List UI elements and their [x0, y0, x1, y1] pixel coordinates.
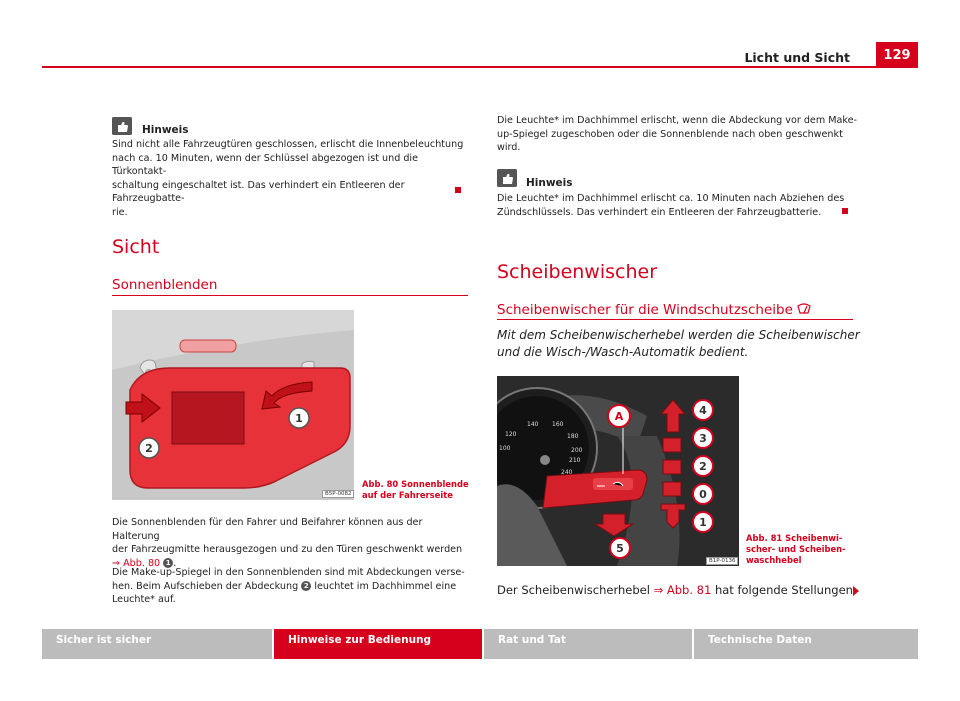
gauge-tick: 200 [571, 447, 583, 454]
paragraph-sun-visor: Die Sonnenblenden für den Fahrer und Beifahrer können aus der Halterung der Fahrzeugmitte herausgezogen und zu den Türen geschwenkt werden ⇒ Abb. 80 1 . [112, 517, 463, 569]
wiper-icon [797, 303, 811, 315]
position-label-3: 3 [699, 432, 707, 445]
page-number: 129 [876, 42, 918, 68]
callout-badge-1: 1 [163, 558, 173, 568]
subsection-title: Scheibenwischer für die Windschutzscheibe [497, 302, 811, 318]
figure-ref-link[interactable]: Abb. 81 [666, 583, 712, 597]
lever-positions-intro: Der Scheibenwischerhebel ⇒ Abb. 81 hat folgende Stellungen: [497, 583, 857, 597]
gauge-tick: 240 [561, 469, 573, 476]
position-label-5: 5 [616, 542, 624, 555]
gauge-tick: 180 [567, 433, 579, 440]
paragraph-mirror: Die Make-up-Spiegel in den Sonnenblenden sind mit Abdeckungen verse- hen. Beim Aufschieben der Abdeckung 2 leuchtet im Dachhimmel eine Leuchte* auf. [112, 567, 465, 606]
sun-visor-figure [112, 310, 354, 500]
end-mark [455, 187, 461, 193]
position-label-1: 1 [699, 516, 707, 529]
figure-caption: Abb. 80 Sonnenblende auf der Fahrerseite [362, 479, 469, 500]
figure-id: B5P-0082 [322, 490, 354, 498]
section-intro: Mit dem Scheibenwischerhebel werden die Scheibenwischer und die Wisch-/Wasch-Automatik bedient. [497, 328, 860, 359]
figure-ref-link[interactable]: Abb. 80 [123, 557, 161, 569]
hint-icon [497, 169, 517, 187]
subsection-title: Sonnenblenden [112, 277, 218, 293]
position-label-2: 2 [699, 460, 707, 473]
footer-tab-operation[interactable]: Hinweise zur Bedienung [274, 629, 482, 659]
gauge-tick: 100 [499, 445, 511, 452]
position-label-4: 4 [699, 404, 707, 417]
header-rule [42, 66, 918, 68]
figure-label-2: 2 [145, 442, 153, 455]
footer-tab-advice[interactable]: Rat und Tat [484, 629, 692, 659]
figure-ref-arrow[interactable]: ⇒ [112, 557, 121, 569]
figure-ref-arrow[interactable]: ⇒ [653, 583, 664, 597]
paragraph-light: Die Leuchte* im Dachhimmel erlischt, wenn die Abdeckung vor dem Make- up-Spiegel zugeschoben oder die Sonnenblende nach oben geschwenkt wird. [497, 115, 857, 154]
figure-caption: Abb. 81 Scheibenwi- scher- und Scheiben- waschhebel [746, 533, 846, 565]
note-title: Hinweis [142, 124, 189, 136]
callout-badge-2: 2 [301, 581, 311, 591]
wiper-lever-figure [497, 376, 739, 566]
figure-label-1: 1 [295, 412, 303, 425]
gauge-tick: 210 [569, 457, 581, 464]
footer-tab-safety[interactable]: Sicher ist sicher [42, 629, 272, 659]
footer-tab-technical[interactable]: Technische Daten [694, 629, 918, 659]
subsection-rule [497, 319, 853, 320]
gauge-tick: 160 [552, 421, 564, 428]
continue-arrow-icon [853, 586, 859, 596]
position-label-0: 0 [699, 488, 707, 501]
subsection-rule [112, 295, 468, 296]
end-mark [842, 208, 848, 214]
note-text: Sind nicht alle Fahrzeugtüren geschlossen, erlischt die Innenbeleuchtung nach ca. 10 Minuten, wenn der Schlüssel abgezogen ist und die Türkontakt- schaltung eingeschaltet ist. Das verhindert ein Entleeren der Fahrzeugbatte- rie. [112, 139, 464, 218]
gauge-tick: 120 [505, 431, 517, 438]
hint-icon [112, 117, 132, 135]
running-title: Licht und Sicht [744, 50, 850, 65]
lever-label-a: A [614, 410, 624, 423]
figure-id: B1P-0136 [706, 557, 738, 565]
gauge-tick: 140 [527, 421, 539, 428]
section-title: Sicht [112, 236, 160, 258]
note-text: Die Leuchte* im Dachhimmel erlischt ca. 10 Minuten nach Abziehen des Zündschlüssels. Das verhindert ein Entleeren der Fahrzeugbatterie. [497, 193, 845, 218]
section-title: Scheibenwischer [497, 261, 658, 283]
note-title: Hinweis [526, 177, 573, 189]
